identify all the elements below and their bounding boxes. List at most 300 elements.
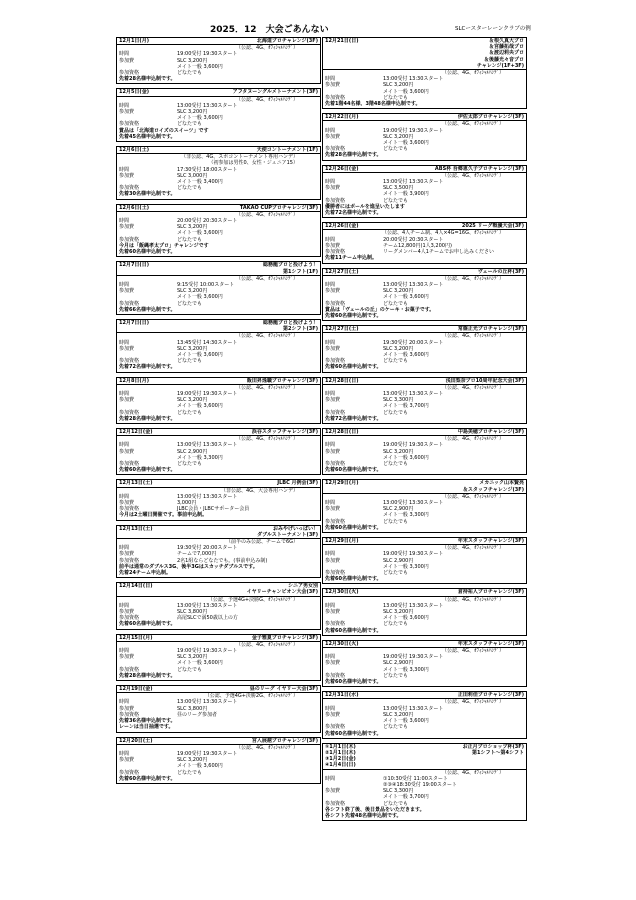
event-conditions: （公認、予選4G+決勝G、ｵﾌｨｼｬﾙﾊﾝﾃﾞ） bbox=[207, 596, 298, 603]
capacity-note: 先着60名様申込制です。 bbox=[325, 627, 382, 634]
event-info-row bbox=[119, 667, 318, 673]
info-value: SLC 3,800円 bbox=[177, 705, 208, 712]
info-value: 13:45受付 14:30スタート bbox=[177, 339, 238, 346]
event-date: 12月29日(月) bbox=[325, 480, 359, 487]
info-value: どなたでも bbox=[383, 300, 409, 307]
event-date: 12月7日(日) bbox=[119, 319, 150, 326]
event-info-row bbox=[325, 621, 524, 627]
info-label: 参加費 bbox=[325, 133, 341, 140]
info-value: 高尾SLCで満50歳以上の方 bbox=[177, 615, 238, 622]
info-value: 19:00受付 19:30スタート bbox=[177, 750, 238, 757]
event-date: 12月7日(日) bbox=[119, 262, 150, 269]
info-value: ②③④18:30受付 19:00スタート bbox=[383, 781, 457, 788]
event-title-line: ヴェールの丘杯(3F) bbox=[477, 268, 524, 275]
info-value: ①10:30受付 11:00スタート bbox=[383, 775, 448, 782]
event-header bbox=[117, 378, 320, 385]
event-title bbox=[263, 320, 318, 332]
info-label: 参加費 bbox=[325, 557, 341, 564]
event-date: 12月27日(土) bbox=[325, 326, 359, 333]
event-info-row bbox=[325, 724, 524, 730]
info-value: メイト一般 3,300円 bbox=[383, 512, 429, 519]
event-title-line: 天使コントーナメント(1F) bbox=[256, 147, 318, 154]
info-label: 時間 bbox=[119, 493, 130, 500]
info-value: 13:00受付 13:30スタート bbox=[177, 602, 238, 609]
event-conditions: （公認、4G、ｵﾌｨｼｬﾙﾊﾝﾃﾞ） bbox=[441, 436, 504, 443]
event-title-line: 年末スタッフチャレンジ(3F) bbox=[457, 538, 524, 545]
event-date: 12月5日(金) bbox=[119, 89, 150, 96]
event-title-line: 金子雅夏プロチャレンジ(3F) bbox=[251, 634, 318, 641]
info-value: メイト一般 3,600円 bbox=[383, 718, 429, 725]
info-value: 19:00受付 19:30スタート bbox=[383, 442, 444, 449]
info-value: メイト一般 3,600円 bbox=[177, 351, 223, 358]
event-conditions: （公認、4G、ｵﾌｨｼｬﾙﾊﾝﾃﾞ） bbox=[441, 493, 504, 500]
info-value: どなたでも bbox=[383, 621, 409, 628]
info-value: SLC 3,800円 bbox=[177, 609, 208, 616]
info-value: 13:00受付 13:30スタート bbox=[383, 281, 444, 288]
event-info-row bbox=[119, 558, 318, 564]
event-date: 12月6日(土) bbox=[119, 147, 150, 154]
event-date: 12月20日(土) bbox=[119, 737, 153, 744]
event-title bbox=[462, 223, 524, 229]
event-info-row bbox=[119, 121, 318, 127]
event-conditions: （公認、4G、ｵﾌｨｼｬﾙﾊﾝﾃﾞ） bbox=[441, 70, 504, 77]
info-value: どなたでも bbox=[383, 460, 409, 467]
event-card bbox=[116, 685, 321, 732]
info-value: SLC 3,300円 bbox=[383, 397, 414, 404]
event-date: 12月26日(金) bbox=[325, 223, 359, 230]
event-title-line: 総務龍プロと投げよう！ bbox=[262, 319, 318, 326]
event-conditions: （公認、4人チーム制、4人×4G=16G、ｵﾌｨｼｬﾙﾊﾝﾃﾞ） bbox=[381, 230, 504, 237]
info-label: 参加資格 bbox=[325, 672, 346, 679]
event-conditions: （公認、4G、ｵﾌｨｼｬﾙﾊﾝﾃﾞ） bbox=[441, 699, 504, 706]
info-label: 参加資格 bbox=[119, 666, 140, 673]
event-title-line: おみやげいっぱい！ bbox=[272, 525, 318, 532]
info-value: 19:00受付 19:30スタート bbox=[383, 551, 444, 558]
event-title bbox=[446, 378, 524, 384]
capacity-note: 先着60名様申込制です。 bbox=[325, 364, 382, 371]
info-value: 13:00受付 13:30スタート bbox=[383, 179, 444, 186]
event-title-line: 年末スタッフチャレンジ(3F) bbox=[457, 640, 524, 647]
event-conditions: （初参加は男性0、女性・ジュニア15） bbox=[208, 160, 298, 167]
capacity-note: 先着24チーム申込制。 bbox=[119, 570, 171, 577]
event-card bbox=[322, 537, 527, 584]
info-value: メイト一般 3,600円 bbox=[383, 88, 429, 95]
event-title-line: ＆根久真大プロ bbox=[488, 38, 524, 44]
event-conditions: （公認、4G、ｵﾌｨｼｬﾙﾊﾝﾃﾞ） bbox=[235, 744, 298, 751]
info-label: 時間 bbox=[325, 236, 336, 243]
info-label: 参加費 bbox=[119, 172, 135, 179]
event-title-line: チャレンジ(1F+3F) bbox=[476, 62, 524, 69]
event-date: 12月28日(日) bbox=[325, 428, 359, 435]
info-value: SLC 3,300円 bbox=[383, 788, 414, 795]
event-title-line: ダブルストーナメント(3F) bbox=[257, 531, 318, 538]
event-conditions: （公認、4G、ｵﾌｨｼｬﾙﾊﾝﾃﾞ） bbox=[235, 211, 298, 218]
event-title-line: ABS杯 吾郷恵久子プロチャレンジ(3F) bbox=[434, 165, 524, 172]
left-column bbox=[116, 37, 321, 788]
event-conditions: （公認、4G、ｵﾌｨｼｬﾙﾊﾝﾃﾞ） bbox=[441, 172, 504, 179]
info-value: 13:00受付 13:30スタート bbox=[383, 76, 444, 83]
event-card bbox=[322, 743, 527, 821]
info-label: 参加資格 bbox=[119, 615, 140, 622]
event-title-line: JLBC 月例会(3F) bbox=[277, 480, 318, 487]
info-label: 時間 bbox=[119, 602, 130, 609]
event-date: 12月27日(土) bbox=[325, 268, 359, 275]
event-card bbox=[322, 479, 527, 533]
info-label: 参加費 bbox=[119, 288, 135, 295]
capacity-note: 先着28名様申込制です。 bbox=[119, 672, 176, 679]
event-header bbox=[323, 744, 526, 770]
info-label: 時間 bbox=[119, 545, 130, 552]
event-info-row bbox=[325, 198, 524, 204]
event-header bbox=[323, 378, 526, 385]
capacity-note: 先着60名様申込制です。 bbox=[325, 576, 382, 583]
info-value: SLC 3,200円 bbox=[383, 345, 414, 352]
info-value: メイト一般 3,300円 bbox=[383, 666, 429, 673]
event-info-row bbox=[119, 301, 318, 307]
event-title-line: 浜谷スタッフチャレンジ(3F) bbox=[251, 428, 318, 435]
info-value: どなたでも bbox=[383, 94, 409, 101]
info-label: 参加費 bbox=[325, 788, 341, 795]
info-label: 参加資格 bbox=[325, 724, 346, 731]
event-title bbox=[263, 262, 318, 274]
info-value: メイト一般 3,700円 bbox=[383, 403, 429, 410]
event-note: 優勝者にはボールを進呈いたします bbox=[325, 203, 405, 210]
page-title: 2025．12 大会ごあんない bbox=[210, 25, 329, 35]
info-label: 時間 bbox=[325, 339, 336, 346]
info-value: 3,000円 bbox=[177, 500, 197, 506]
info-label: 時間 bbox=[119, 699, 130, 706]
event-conditions: （非公認、4G、スポコントーナメント専用ハンデ） bbox=[181, 154, 298, 161]
event-date: 12月29日(月) bbox=[325, 538, 359, 545]
event-date: 12月12日(金) bbox=[119, 428, 153, 435]
event-title bbox=[458, 692, 524, 698]
event-title-line: 総務龍プロと投げよう！ bbox=[262, 262, 318, 269]
info-label: 参加費 bbox=[119, 551, 135, 558]
info-value: 19:00受付 19:30スタート bbox=[177, 51, 238, 58]
event-info-row bbox=[119, 410, 318, 416]
info-value: 13:00受付 13:30スタート bbox=[177, 493, 238, 500]
info-label: 参加資格 bbox=[325, 300, 346, 307]
event-title-line: ＆スタッフチャレンジ(3F) bbox=[462, 486, 524, 493]
info-value: メイト一般 3,600円 bbox=[383, 351, 429, 358]
capacity-note: 先着60名様申込制です。 bbox=[325, 524, 382, 531]
info-value: SLC 2,900円 bbox=[383, 660, 414, 667]
info-label: 参加資格 bbox=[325, 94, 346, 101]
event-title bbox=[435, 166, 524, 172]
event-card bbox=[116, 428, 321, 475]
event-card bbox=[116, 525, 321, 579]
info-label: 参加費 bbox=[325, 609, 341, 616]
info-label: 参加資格 bbox=[325, 518, 346, 525]
event-conditions: （前半のみ公認、チームで6G） bbox=[225, 539, 298, 546]
info-value: どなたでも bbox=[177, 409, 203, 416]
event-card bbox=[322, 428, 527, 475]
info-label: 参加費 bbox=[325, 397, 341, 404]
info-value: 19:30受付 20:00スタート bbox=[177, 545, 238, 552]
capacity-note: 先着60名様申込制です。 bbox=[119, 621, 176, 628]
info-label: 時間 bbox=[119, 102, 130, 109]
info-value: 17:30受付 18:00スタート bbox=[177, 166, 238, 173]
event-note: 賞品は「北海道ロイズのスイーツ」です bbox=[119, 127, 209, 134]
capacity-note: 先着28名様申込制です。 bbox=[119, 76, 176, 83]
info-label: 時間 bbox=[325, 179, 336, 186]
event-title-line: シニア男女別 bbox=[287, 583, 318, 590]
capacity-note: 先着28名様申込制です。 bbox=[325, 152, 382, 159]
event-title bbox=[277, 480, 318, 486]
info-value: どなたでも bbox=[383, 409, 409, 416]
capacity-note: 先着28名様申込制です。 bbox=[119, 415, 176, 422]
info-label: 参加費 bbox=[325, 242, 341, 249]
info-value: どなたでも bbox=[383, 146, 409, 153]
capacity-note: 先着30名様申込制です。 bbox=[119, 191, 176, 198]
event-title-line: 第1シフト～第4シフト bbox=[472, 749, 524, 756]
info-value: SLC 3,200円 bbox=[177, 757, 208, 764]
info-value: どなたでも bbox=[383, 570, 409, 577]
event-date: 12月19日(金) bbox=[119, 686, 153, 693]
info-value: どなたでも bbox=[177, 460, 203, 467]
event-title bbox=[458, 114, 524, 120]
info-label: 参加資格 bbox=[119, 460, 140, 467]
info-label: 参加費 bbox=[119, 345, 135, 352]
info-value: どなたでも bbox=[177, 769, 203, 776]
event-header bbox=[117, 320, 320, 333]
info-value: どなたでも bbox=[383, 800, 409, 807]
event-conditions: （公認、4G、ｵﾌｨｼｬﾙﾊﾝﾃﾞ） bbox=[441, 769, 504, 776]
info-label: 参加費 bbox=[119, 757, 135, 764]
info-value: SLC 3,200円 bbox=[177, 224, 208, 231]
info-label: 参加費 bbox=[325, 448, 341, 455]
event-title-line: 伊佐太郎プロチャレンジ(3F) bbox=[457, 114, 524, 121]
event-note: 今月は「飯縄孝太プロ」チャレンジです bbox=[119, 242, 209, 249]
capacity-note: 先着11チーム申込制。 bbox=[325, 255, 377, 262]
event-note: 前半は通常のダブルス3G、後半3Gはスカッチダブルスです。 bbox=[119, 563, 258, 570]
event-date: 12月28日(日) bbox=[325, 377, 359, 384]
event-card bbox=[116, 204, 321, 258]
capacity-note: 先着60名様申込制です。 bbox=[325, 467, 382, 474]
info-label: 参加資格 bbox=[325, 409, 346, 416]
event-title bbox=[233, 89, 318, 95]
info-label: 時間 bbox=[325, 281, 336, 288]
event-title bbox=[458, 589, 524, 595]
event-card bbox=[116, 146, 321, 200]
info-value: SLC 3,200円 bbox=[383, 288, 414, 295]
info-value: 19:00受付 19:30スタート bbox=[383, 654, 444, 661]
info-value: どなたでも bbox=[177, 358, 203, 365]
event-title bbox=[252, 738, 318, 744]
info-label: 時間 bbox=[325, 551, 336, 558]
event-date: 12月22日(月) bbox=[325, 114, 359, 121]
event-date: 12月31日(水) bbox=[325, 692, 359, 699]
event-conditions: （公認、4G、ｵﾌｨｼｬﾙﾊﾝﾃﾞ） bbox=[441, 275, 504, 282]
event-card bbox=[322, 268, 527, 322]
event-title-line: 宮入展越プロチャレンジ(3F) bbox=[251, 737, 318, 744]
info-value: 20:00受付 20:30スタート bbox=[383, 236, 444, 243]
right-column bbox=[322, 37, 527, 825]
info-label: 参加費 bbox=[325, 345, 341, 352]
event-card bbox=[116, 261, 321, 315]
capacity-note: 先着72名様申込制です。 bbox=[325, 210, 382, 217]
info-value: 13:00受付 13:30スタート bbox=[383, 500, 444, 506]
info-label: 時間 bbox=[325, 390, 336, 397]
event-info-row bbox=[325, 410, 524, 416]
info-label: 参加費 bbox=[325, 506, 341, 513]
capacity-note: 先着60名様申込制です。 bbox=[325, 679, 382, 686]
event-date: 12月1日(月) bbox=[119, 38, 150, 44]
event-date: 12月13日(土) bbox=[119, 525, 153, 532]
event-header bbox=[117, 262, 320, 275]
event-title-line: 浅田梨奈プロ10周年記念大会(3F) bbox=[445, 377, 524, 384]
event-conditions: （公認、4G、ｵﾌｨｼｬﾙﾊﾝﾃﾞ） bbox=[235, 436, 298, 443]
info-label: 参加資格 bbox=[119, 506, 140, 513]
event-header bbox=[117, 635, 320, 642]
info-value: SLC 3,200円 bbox=[383, 448, 414, 455]
event-date: 12月30日(火) bbox=[325, 640, 359, 647]
capacity-note: 各シフト先着48名様申込制です。 bbox=[325, 812, 402, 819]
event-card bbox=[322, 37, 527, 109]
capacity-note: 先着36名様申込制です。 bbox=[119, 718, 176, 725]
capacity-note: 先着60名様申込制です。 bbox=[119, 775, 176, 782]
info-value: 2名1組ならどなたでも。(事前申込み制) bbox=[177, 557, 268, 564]
info-value: SLC 3,200円 bbox=[383, 711, 414, 718]
event-date: 12月13日(土) bbox=[119, 480, 153, 487]
event-card bbox=[322, 691, 527, 738]
event-card bbox=[322, 165, 527, 219]
event-conditions: （公認、4G、ｵﾌｨｼｬﾙﾊﾝﾃﾞ） bbox=[441, 384, 504, 391]
event-info-row bbox=[325, 801, 524, 807]
info-label: 参加費 bbox=[119, 609, 135, 616]
event-header bbox=[323, 589, 526, 596]
event-card bbox=[116, 88, 321, 142]
info-label: 時間 bbox=[119, 750, 130, 757]
info-value: メイト一般 3,300円 bbox=[177, 454, 223, 461]
event-conditions: （公認、4G、ｵﾌｨｼｬﾙﾊﾝﾃﾞ） bbox=[235, 641, 298, 648]
info-value: どなたでも bbox=[177, 70, 203, 77]
info-value: 13:00受付 13:30スタート bbox=[383, 705, 444, 712]
info-value: SLC 3,200円 bbox=[177, 654, 208, 661]
event-title-line: 昼のリーグ イヤリー大会(3F) bbox=[249, 686, 318, 693]
event-conditions: （公認、4G、ｵﾌｨｼｬﾙﾊﾝﾃﾞ） bbox=[441, 333, 504, 340]
event-conditions: （公認、予選4G+決勝2G、ｵﾌｨｼｬﾙﾊﾝﾃﾞ） bbox=[204, 693, 298, 700]
event-date: 12月8日(月) bbox=[119, 377, 150, 384]
info-value: 9:15受付 10:00スタート bbox=[177, 281, 235, 288]
event-card bbox=[322, 222, 527, 263]
event-info-row bbox=[119, 237, 318, 243]
event-card bbox=[116, 479, 321, 520]
info-label: 時間 bbox=[325, 705, 336, 712]
event-title-line: ＆宮藤拓哉プロ bbox=[488, 44, 524, 51]
event-conditions: （公認、4G、ｵﾌｨｼｬﾙﾊﾝﾃﾞ） bbox=[235, 45, 298, 52]
organization-name: SLCースターレーンクラブの例 bbox=[455, 26, 531, 32]
info-label: 時間 bbox=[119, 166, 130, 173]
capacity-note: 先着60名様申込制です。 bbox=[325, 730, 382, 737]
event-title bbox=[458, 429, 524, 435]
info-value: SLC 3,200円 bbox=[177, 345, 208, 352]
event-date: 12月26日(金) bbox=[325, 165, 359, 172]
event-title bbox=[257, 147, 318, 153]
event-info-row bbox=[119, 770, 318, 776]
info-label: 参加資格 bbox=[119, 121, 140, 128]
info-value: メイト一般 3,600円 bbox=[177, 403, 223, 410]
info-value: メイト一般 3,600円 bbox=[177, 294, 223, 301]
info-value: 19:00受付 19:30スタート bbox=[177, 390, 238, 397]
event-title bbox=[250, 686, 318, 692]
info-label: 時間 bbox=[325, 775, 336, 782]
event-card bbox=[322, 113, 527, 160]
info-value: JLBC会員・JLBCサポーター会員 bbox=[177, 506, 250, 513]
event-card bbox=[322, 325, 527, 372]
capacity-note: レーンは当日抽選です。 bbox=[119, 724, 174, 731]
info-label: 参加費 bbox=[119, 57, 135, 64]
info-label: 参加費 bbox=[119, 448, 135, 455]
event-date: 12月30日(火) bbox=[325, 589, 359, 596]
event-card bbox=[116, 634, 321, 681]
event-title-line: イヤリーチャンピオン大会(3F) bbox=[246, 589, 318, 596]
event-conditions: （公認、4G、ｵﾌｨｼｬﾙﾊﾝﾃﾞ） bbox=[235, 275, 298, 282]
info-label: 参加資格 bbox=[325, 197, 346, 204]
capacity-note: 先着45名様申込制です。 bbox=[119, 133, 176, 140]
event-title-line: 飯田昇逸職プロチャレンジ(3F) bbox=[246, 377, 318, 384]
info-label: 参加資格 bbox=[119, 70, 140, 77]
info-value: メイト一般 3,600円 bbox=[177, 230, 223, 237]
info-value: どなたでも bbox=[383, 197, 409, 204]
info-value: メイト一般 3,600円 bbox=[383, 294, 429, 301]
info-value: どなたでも bbox=[383, 672, 409, 679]
info-value: どなたでも bbox=[177, 236, 203, 243]
info-label: 時間 bbox=[119, 51, 130, 58]
event-card bbox=[116, 37, 321, 84]
info-value: 19:00受付 19:30スタート bbox=[177, 648, 238, 655]
event-card bbox=[116, 582, 321, 629]
info-label: 時間 bbox=[325, 500, 336, 506]
event-card bbox=[322, 640, 527, 687]
info-label: 時間 bbox=[325, 602, 336, 609]
info-label: 参加費 bbox=[325, 185, 341, 192]
info-label: 時間 bbox=[119, 218, 130, 225]
event-card bbox=[116, 737, 321, 784]
event-header bbox=[323, 269, 526, 276]
event-title-line: TAKAO CUPプロチャレンジ(3F) bbox=[239, 204, 318, 211]
info-value: どなたでも bbox=[383, 358, 409, 365]
info-value: リーグメンバー4人1チームでお申し込みください bbox=[383, 249, 494, 256]
event-title-line: 正田莉佳プロチャレンジ(3F) bbox=[457, 692, 524, 699]
info-value: メイト一般 3,600円 bbox=[383, 454, 429, 461]
info-value: SLC 3,500円 bbox=[383, 185, 414, 192]
event-title bbox=[257, 38, 318, 44]
event-card bbox=[322, 588, 527, 635]
event-title-line: ＆渡辺莉央プロ bbox=[488, 50, 524, 57]
event-header bbox=[117, 583, 320, 596]
capacity-note: 先着72名様申込制です。 bbox=[325, 415, 382, 422]
info-value: SLC 2,900円 bbox=[383, 557, 414, 564]
info-value: SLC 2,900円 bbox=[177, 448, 208, 455]
info-value: チーム12,800円(1人3,200円) bbox=[383, 242, 452, 249]
info-label: 参加費 bbox=[119, 500, 135, 506]
event-info-row bbox=[325, 519, 524, 525]
event-title-line: メカニック山本賢亮 bbox=[479, 480, 524, 487]
info-value: 13:00受付 13:30スタート bbox=[177, 102, 238, 109]
event-conditions: （公認、4G、ｵﾌｨｼｬﾙﾊﾝﾃﾞ） bbox=[235, 96, 298, 103]
info-value: SLC 3,200円 bbox=[383, 82, 414, 89]
event-title bbox=[477, 38, 524, 69]
info-value: SLC 3,200円 bbox=[177, 397, 208, 404]
info-value: どなたでも bbox=[177, 185, 203, 192]
info-label: 時間 bbox=[119, 442, 130, 449]
capacity-note: 先着60名様申込制です。 bbox=[325, 312, 382, 319]
info-value: SLC 3,200円 bbox=[383, 133, 414, 140]
info-value: どなたでも bbox=[177, 300, 203, 307]
info-value: 13:00受付 13:30スタート bbox=[177, 699, 238, 706]
event-title bbox=[458, 641, 524, 647]
